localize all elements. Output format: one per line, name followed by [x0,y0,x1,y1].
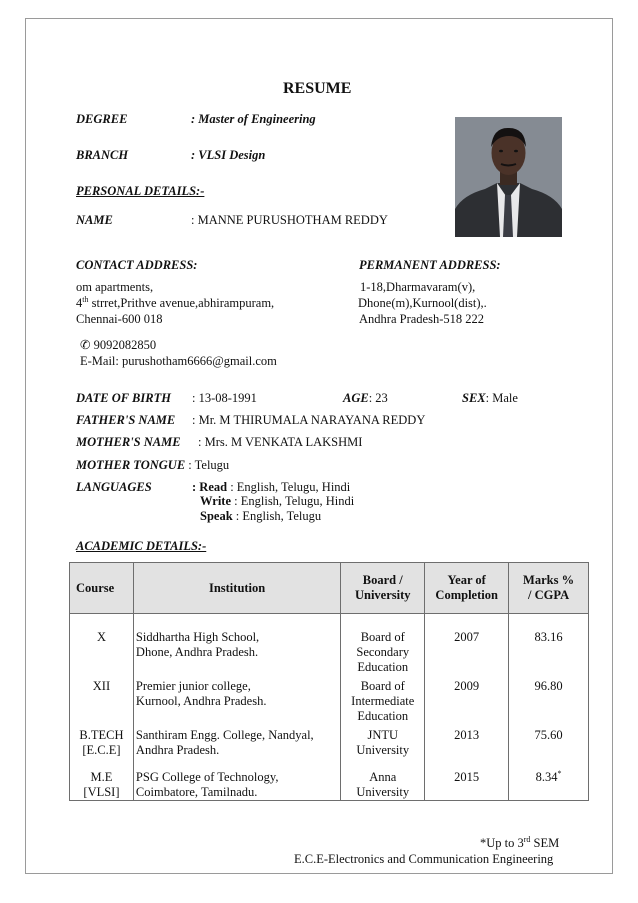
person-portrait-icon [455,117,562,237]
academic-details-heading: ACADEMIC DETAILS:- [76,539,207,553]
board-cell: Anna University [341,766,425,801]
email-address: E-Mail: purushotham6666@gmail.com [80,354,277,368]
table-row [70,724,589,766]
name-label: NAME [76,213,113,227]
contact-address-line2: 4th strret,Prithve avenue,abhirampuram, [76,294,275,310]
year-cell: 2009 [425,675,509,724]
header-board: Board / University [341,563,425,614]
personal-details-heading: PERSONAL DETAILS:- [76,184,205,198]
languages-write: Write : English, Telugu, Hindi [200,494,355,508]
footnote-semester: *Up to 3rd SEM [480,834,560,850]
header-marks: Marks % / CGPA [509,563,589,614]
contact-address-label: CONTACT ADDRESS: [76,258,198,272]
branch-value: : VLSI Design [191,148,266,162]
year-cell: 2007 [425,614,509,676]
course-cell: B.TECH [E.C.E] [70,724,134,766]
board-cell: Board of Secondary Education [341,614,425,676]
branch-label: BRANCH [76,148,129,162]
languages-label: LANGUAGES [76,480,152,494]
languages-read: : Read : English, Telugu, Hindi [192,480,351,494]
languages-speak: Speak : English, Telugu [200,509,322,523]
course-cell: X [70,614,134,676]
marks-cell: 8.34* [509,766,589,801]
institution-cell: Premier junior college, Kurnool, Andhra Pradesh. [133,675,340,724]
academic-table [69,562,589,801]
mother-name-label: MOTHER'S NAME [76,435,181,449]
course-cell: XII [70,675,134,724]
table-row [70,675,589,724]
table-row [70,614,589,676]
board-cell: Board of Intermediate Education [341,675,425,724]
permanent-address-line1: 1-18,Dharmavaram(v), [360,280,476,294]
permanent-address-label: PERMANENT ADDRESS: [359,258,501,272]
age-field: AGE: 23 [343,391,388,405]
table-row [70,766,589,801]
phone-icon: ✆ [80,338,91,352]
board-cell: JNTU University [341,724,425,766]
institution-cell: Siddhartha High School, Dhone, Andhra Pradesh. [133,614,340,676]
course-cell: M.E [VLSI] [70,766,134,801]
marks-cell: 83.16 [509,614,589,676]
permanent-address-line3: Andhra Pradesh-518 222 [359,312,484,326]
degree-label: DEGREE [76,112,128,126]
dob-value: : 13-08-1991 [192,391,257,405]
dob-label: DATE OF BIRTH [76,391,171,405]
contact-address-line3: Chennai-600 018 [76,312,163,326]
mother-tongue-field: MOTHER TONGUE : Telugu [76,458,230,472]
father-name-value: : Mr. M THIRUMALA NARAYANA REDDY [192,413,426,427]
degree-value: : Master of Engineering [191,112,316,126]
name-value: : MANNE PURUSHOTHAM REDDY [191,213,388,227]
father-name-label: FATHER'S NAME [76,413,176,427]
profile-photo [455,117,562,237]
resume-title: RESUME [283,80,352,97]
header-institution: Institution [133,563,340,614]
sex-field: SEX: Male [462,391,518,405]
contact-address-line1: om apartments, [76,280,154,294]
permanent-address-line2: Dhone(m),Kurnool(dist),. [358,296,487,310]
year-cell: 2015 [425,766,509,801]
header-year: Year of Completion [425,563,509,614]
marks-cell: 96.80 [509,675,589,724]
header-course: Course [70,563,134,614]
marks-cell: 75.60 [509,724,589,766]
year-cell: 2013 [425,724,509,766]
mother-name-value: : Mrs. M VENKATA LAKSHMI [198,435,363,449]
phone-number: 9092082850 [90,338,157,352]
footnote-ece: E.C.E-Electronics and Communication Engineering [294,852,554,866]
institution-cell: PSG College of Technology, Coimbatore, Tamilnadu. [133,766,340,801]
marks-footnote-mark: * [557,768,562,778]
institution-cell: Santhiram Engg. College, Nandyal, Andhra Pradesh. [133,724,340,766]
phone-row [80,338,156,353]
